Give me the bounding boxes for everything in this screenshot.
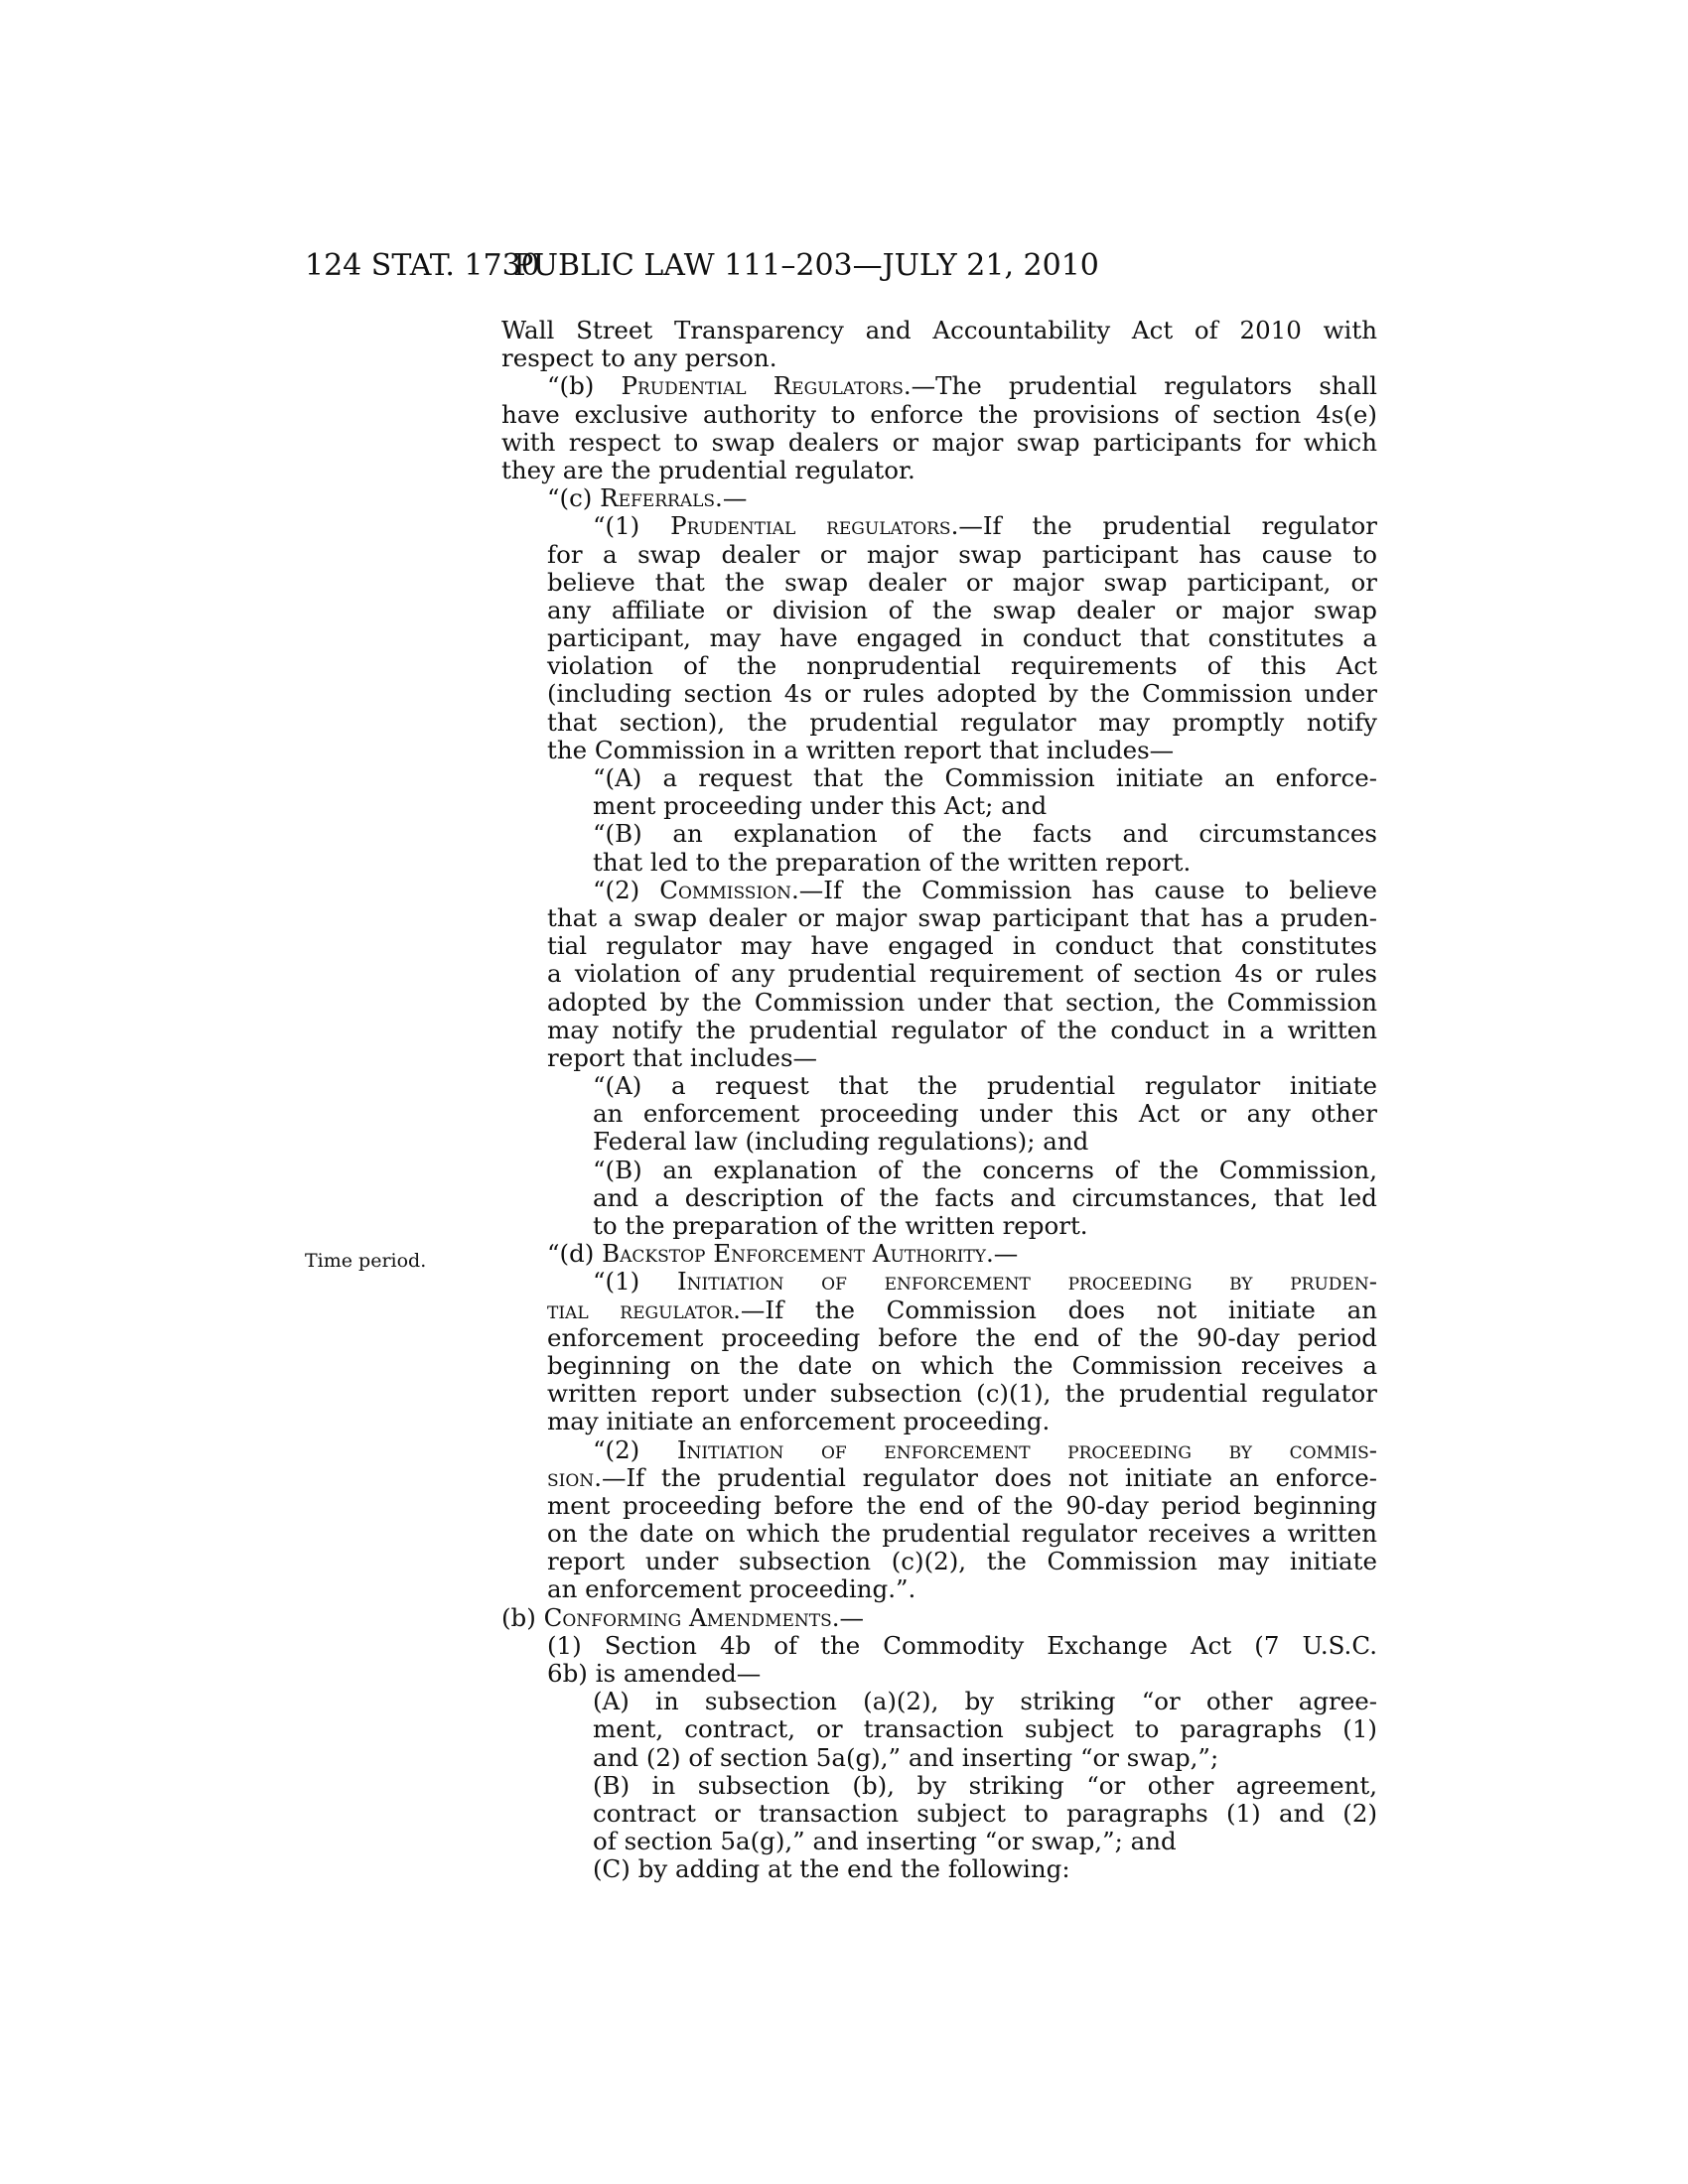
text-run: “(2) (593, 875, 660, 904)
text-line (547, 904, 1377, 932)
text-line (593, 877, 1377, 904)
text-line (593, 792, 1377, 820)
text-line (547, 541, 1377, 569)
text-line (501, 1604, 1377, 1632)
text-run: beginning on the date on which the Commission receives a (547, 1350, 1377, 1380)
text-run: “(1) (593, 1267, 677, 1297)
text-line (593, 1688, 1377, 1715)
text-run: on the date on which the prudential regulator receives a written (547, 1519, 1377, 1549)
text-line (547, 1240, 1377, 1268)
text-run: .—If the prudential regulator does not initiate an enforce- (594, 1462, 1377, 1492)
text-run: the Commission in a written report that includes— (547, 735, 1175, 764)
text-run: .— (831, 1602, 865, 1632)
text-line (593, 764, 1377, 792)
header-title: PUBLIC LAW 111–203—JULY 21, 2010 (513, 248, 1099, 283)
text-line (547, 680, 1377, 708)
text-run: ment, contract, or transaction subject to paragraphs (1) (593, 1714, 1377, 1744)
text-line (593, 1184, 1377, 1212)
text-run: for a swap dealer or major swap participant has cause to (547, 539, 1377, 569)
text-line (547, 569, 1377, 597)
text-line (547, 1408, 1377, 1435)
text-run: and (2) of section 5a(g),” and inserting “or swap,”; (593, 1742, 1219, 1772)
text-run: “(B) an explanation of the concerns of the Commission, (593, 1155, 1377, 1184)
text-run: adopted by the Commission under that section, the Commission (547, 987, 1377, 1017)
text-line (547, 1297, 1377, 1324)
text-line (547, 932, 1377, 960)
text-run: respect to any person. (501, 343, 777, 373)
text-run: “(A) a request that the Commission initiate an enforce- (593, 763, 1377, 792)
text-line (593, 1828, 1377, 1855)
text-line (547, 960, 1377, 988)
small-caps-heading: Initiation of enforcement proceeding by pruden- (676, 1267, 1377, 1297)
text-line (547, 1548, 1377, 1575)
text-run: “(1) (593, 511, 671, 541)
text-line (593, 1436, 1377, 1464)
small-caps-heading: Commission (659, 875, 791, 904)
text-run: of section 5a(g),” and inserting “or swap,”; and (593, 1827, 1177, 1856)
text-run: have exclusive authority to enforce the provisions of section 4s(e) (501, 399, 1377, 429)
statute-page-number: 124 STAT. 1730 (305, 248, 540, 283)
text-line (593, 1157, 1377, 1184)
small-caps-heading: sion (547, 1462, 595, 1492)
body-text (501, 317, 1377, 1884)
text-line (547, 1464, 1377, 1492)
text-run: that a swap dealer or major swap participant that has a pruden- (547, 902, 1377, 932)
text-line (593, 1855, 1377, 1883)
text-run: enforcement proceeding before the end of the 90-day period (547, 1322, 1377, 1352)
text-run: “(A) a request that the prudential regulator initiate (593, 1071, 1377, 1101)
text-run: an enforcement proceeding under this Act or any other (593, 1099, 1377, 1129)
small-caps-heading: Initiation of enforcement proceeding by commis- (676, 1434, 1377, 1464)
text-run: 6b) is amended— (547, 1659, 762, 1688)
text-run: contract or transaction subject to paragraphs (1) and (2) (593, 1798, 1377, 1828)
text-line (547, 597, 1377, 624)
text-line (593, 1800, 1377, 1828)
text-run: “(2) (593, 1434, 677, 1464)
text-line (547, 1352, 1377, 1380)
text-run: may initiate an enforcement proceeding. (547, 1407, 1051, 1436)
text-run: tial regulator may have engaged in conduct that constitutes (547, 931, 1377, 961)
text-run: report under subsection (c)(2), the Commission may initiate (547, 1547, 1377, 1576)
text-run: Federal law (including regulations); and (593, 1127, 1089, 1157)
text-line (547, 1660, 1377, 1688)
small-caps-heading: Prudential Regulators (621, 371, 904, 401)
text-run: .—If the Commission does not initiate an (733, 1295, 1377, 1324)
small-caps-heading: Conforming Amendments (543, 1602, 832, 1632)
text-run: “(c) (547, 483, 601, 513)
text-run: may notify the prudential regulator of the conduct in a written (547, 1015, 1377, 1044)
text-run: (C) by adding at the end the following: (593, 1854, 1070, 1884)
text-line (547, 484, 1377, 512)
text-line (593, 512, 1377, 540)
text-line (501, 344, 1377, 372)
text-line (593, 1072, 1377, 1100)
text-run: violation of the nonprudential requirements of this Act (547, 651, 1377, 681)
text-line (501, 401, 1377, 429)
text-run: with respect to swap dealers or major swap participants for which (501, 427, 1377, 457)
text-run: to the preparation of the written report. (593, 1211, 1088, 1240)
text-line (547, 989, 1377, 1017)
text-run: a violation of any prudential requirement of section 4s or rules (547, 959, 1377, 989)
text-line (547, 1017, 1377, 1044)
text-line (593, 1268, 1377, 1296)
text-run: “(B) an explanation of the facts and circumstances (593, 819, 1377, 849)
text-run: report that includes— (547, 1042, 818, 1072)
margin-note: Time period. (305, 1250, 427, 1272)
text-run: an enforcement proceeding.”. (547, 1574, 916, 1604)
small-caps-heading: tial regulator (547, 1295, 734, 1324)
text-run: (A) in subsection (a)(2), by striking “or other agree- (593, 1687, 1377, 1716)
text-line (547, 1044, 1377, 1072)
text-run: that led to the preparation of the written report. (593, 847, 1192, 877)
text-line (593, 820, 1377, 848)
text-line (593, 849, 1377, 877)
running-header (305, 246, 1308, 286)
text-run: “(b) (547, 371, 622, 401)
text-run: participant, may have engaged in conduct that constitutes a (547, 623, 1377, 653)
text-run: .—If the Commission has cause to believe (790, 875, 1377, 904)
text-line (593, 1744, 1377, 1772)
text-run: that section), the prudential regulator may promptly notify (547, 707, 1377, 737)
text-run: .—The prudential regulators shall (903, 371, 1377, 401)
text-run: (B) in subsection (b), by striking “or other agreement, (593, 1770, 1377, 1800)
text-line (501, 429, 1377, 457)
text-run: any affiliate or division of the swap dealer or major swap (547, 595, 1377, 624)
text-run: (including section 4s or rules adopted by the Commission under (547, 679, 1377, 709)
text-line (547, 372, 1377, 400)
text-line (593, 1128, 1377, 1156)
text-line (593, 1772, 1377, 1800)
text-run: .— (715, 483, 748, 513)
text-line (547, 737, 1377, 764)
text-run: they are the prudential regulator. (501, 455, 915, 484)
text-line (501, 457, 1377, 484)
text-line (547, 652, 1377, 680)
text-line (547, 1575, 1377, 1603)
text-run: “(d) (547, 1239, 603, 1269)
text-run: (1) Section 4b of the Commodity Exchange Act (7 U.S.C. (547, 1630, 1377, 1660)
text-line (593, 1212, 1377, 1240)
text-run: ment proceeding under this Act; and (593, 791, 1048, 821)
text-run: believe that the swap dealer or major swap participant, or (547, 567, 1377, 597)
text-run: ment proceeding before the end of the 90-day period beginning (547, 1490, 1377, 1520)
text-run: .— (986, 1239, 1019, 1269)
text-line (547, 1492, 1377, 1520)
text-line (547, 1520, 1377, 1548)
small-caps-heading: Prudential regulators (670, 511, 951, 541)
text-run: Wall Street Transparency and Accountability Act of 2010 with (501, 316, 1377, 344)
text-line (547, 1324, 1377, 1352)
text-line (593, 1100, 1377, 1128)
text-run: .—If the prudential regulator (950, 511, 1377, 541)
text-run: written report under subsection (c)(1), the prudential regulator (547, 1379, 1377, 1409)
small-caps-heading: Backstop Enforcement Authority (602, 1239, 986, 1269)
text-line (547, 1380, 1377, 1408)
text-run: (b) (501, 1602, 544, 1632)
text-line (547, 1632, 1377, 1660)
text-line (501, 317, 1377, 344)
text-line (593, 1715, 1377, 1743)
text-run: and a description of the facts and circumstances, that led (593, 1182, 1377, 1212)
text-line (547, 709, 1377, 737)
small-caps-heading: Referrals (600, 483, 716, 513)
text-line (547, 624, 1377, 652)
